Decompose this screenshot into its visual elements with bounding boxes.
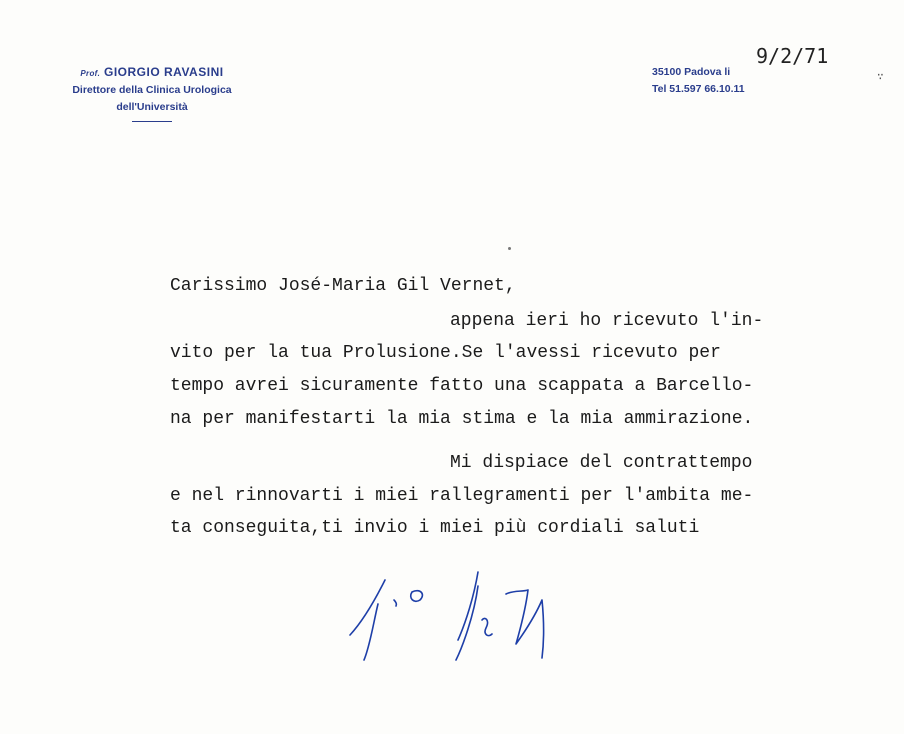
sender-name: GIORGIO RAVASINI <box>104 65 224 79</box>
letterhead-sender <box>52 64 252 122</box>
sender-position: Direttore della Clinica Urologica <box>72 84 232 96</box>
sender-phone: Tel 51.597 66.10.11 <box>652 83 745 95</box>
letter-line-3: tempo avrei sicuramente fatto una scappata a Barcello- <box>170 376 754 396</box>
letter-line-4: na per manifestarti la mia stima e la mia ammirazione. <box>170 409 754 429</box>
margin-mark: ∵ <box>877 70 884 83</box>
letter-line-1: appena ieri ho ricevuto l'in- <box>450 311 764 331</box>
handwritten-signature <box>330 560 570 670</box>
letter-line-2: vito per la tua Prolusione.Se l'avessi ricevuto per <box>170 343 721 363</box>
sender-name-line <box>52 64 252 82</box>
paper-speck <box>508 247 511 250</box>
sender-title: Prof. <box>80 69 101 78</box>
letterhead-contact <box>652 64 745 98</box>
letterhead-rule <box>132 121 172 122</box>
sender-city: 35100 Padova li <box>652 66 731 78</box>
letter-line-7: ta conseguita,ti invio i miei più cordiali saluti <box>170 518 700 538</box>
letter-line-5: Mi dispiace del contrattempo <box>450 453 753 473</box>
letter-salutation: Carissimo José-Maria Gil Vernet, <box>170 276 516 296</box>
sender-institution: dell'Università <box>116 101 188 113</box>
letter-line-6: e nel rinnovarti i miei rallegramenti per l'ambita me- <box>170 486 754 506</box>
letter-date: 9/2/71 <box>756 44 829 68</box>
